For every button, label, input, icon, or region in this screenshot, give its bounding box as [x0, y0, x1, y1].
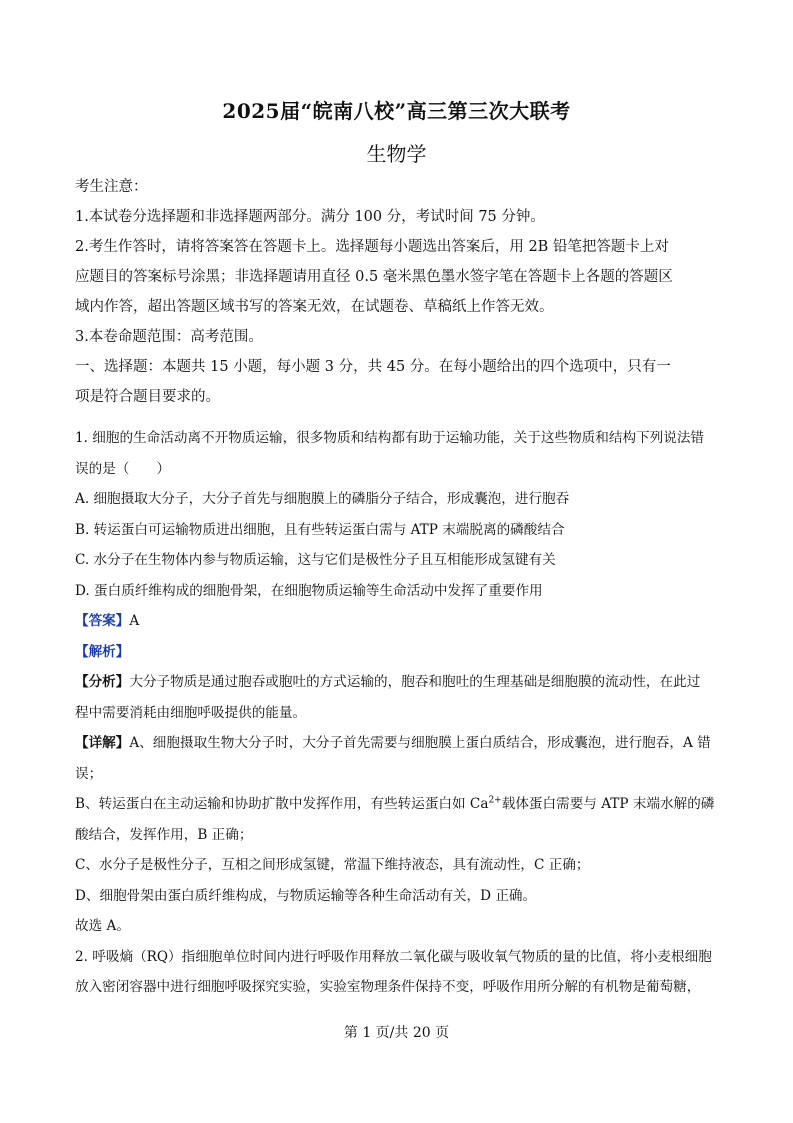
notice-section: [75, 172, 725, 412]
question-1-stem-line-1: 1. 细胞的生命活动离不开物质运输，很多物质和结构都有助于运输功能，关于这些物质和结构下列说法错: [75, 430, 705, 446]
notice-item-2-line-1: 2.考生作答时，请将答案答在答题卡上。选择题每小题选出答案后，用 2B 铅笔把答题卡上对: [75, 239, 669, 255]
subject-title: 生物学: [366, 142, 427, 166]
xiangjie-line-b-1: [75, 789, 725, 820]
question-2-stem-line-2: 放入密闭容器中进行细胞呼吸探究实验，实验室物理条件保持不变，呼吸作用所分解的有机物是葡萄糖，: [75, 979, 701, 995]
page-number: 第 1 页/共 20 页: [343, 1025, 450, 1041]
xiangjie-tag: 【详解】: [75, 735, 130, 751]
fenxi-line-2: 程中需要消耗由细胞呼吸提供的能量。: [75, 704, 307, 721]
xiangjie-line-b-2: 酸结合，发挥作用，B 正确；: [75, 826, 253, 843]
notice-heading: 考生注意：: [75, 179, 148, 195]
notice-item-2-line-3: 域内作答，超出答题区域书写的答案无效，在试题卷、草稿纸上作答无效。: [75, 299, 554, 315]
question-1: [75, 423, 725, 1003]
fenxi-tag: 【分析】: [75, 674, 130, 690]
fenxi-line-1: [75, 667, 725, 698]
xiangjie-b-post: 载体蛋白需要与 ATP 末端水解的磷: [501, 796, 715, 812]
xiangjie-line-a-1: [75, 728, 725, 759]
xiangjie-line-d: D、细胞骨架由蛋白质纤维构成，与物质运输等各种生命活动有关，D 正确。: [75, 887, 537, 904]
conclusion: 故选 A。: [75, 918, 130, 934]
xiangjie-a-text-1: A、细胞摄取生物大分子时，大分子首先需要与细胞膜上蛋白质结合，形成囊泡，进行胞吞，A 错: [129, 735, 711, 751]
section-intro-line-2: 项是符合题目要求的。: [75, 389, 220, 405]
answer-value: A: [129, 613, 140, 629]
notice-item-3: 3.本卷命题范围：高考范围。: [75, 329, 263, 345]
notice-item-2-line-2: 应题目的答案标号涂黑；非选择题请用直径 0.5 毫米黑色墨水签字笔在答题卡上各题的答题区: [75, 269, 673, 285]
answer-tag: 【答案】: [75, 613, 130, 629]
analysis-tag: 【解析】: [75, 643, 130, 660]
option-b: B. 转运蛋白可运输物质进出细胞，且有些转运蛋白需与 ATP 末端脱离的磷酸结合: [75, 521, 565, 538]
xiangjie-b-pre: B、转运蛋白在主动运输和协助扩散中发挥作用，有些转运蛋白如 Ca: [75, 796, 489, 812]
xiangjie-line-c: C、水分子是极性分子，互相之间形成氢键，常温下维持液态，具有流动性，C 正确；: [75, 857, 590, 873]
notice-item-1: 1.本试卷分选择题和非选择题两部分。满分 100 分，考试时间 75 分钟。: [75, 209, 545, 225]
option-c: C. 水分子在生物体内参与物质运输，这与它们是极性分子且互相能形成氢键有关: [75, 552, 556, 568]
option-a: A. 细胞摄取大分子，大分子首先与细胞膜上的磷脂分子结合，形成囊泡，进行胞吞: [75, 491, 570, 507]
question-1-stem-line-2: 误的是（ ）: [75, 460, 171, 477]
option-d: D. 蛋白质纤维构成的细胞骨架，在细胞物质运输等生命活动中发挥了重要作用: [75, 582, 543, 599]
fenxi-text-1: 大分子物质是通过胞吞或胞吐的方式运输的，胞吞和胞吐的生理基础是细胞膜的流动性，在此过: [129, 674, 701, 690]
page-title: 2025届“皖南八校”高三第三次大联考: [222, 99, 571, 123]
xiangjie-line-a-2: 误；: [75, 765, 103, 782]
section-intro-line-1: 一、选择题：本题共 15 小题，每小题 3 分，共 45 分。在每小题给出的四个选项中，只有一: [75, 359, 671, 375]
answer-line: [75, 606, 725, 637]
calcium-charge: 2+: [488, 795, 502, 806]
question-2-stem-line-1: 2. 呼吸熵（RQ）指细胞单位时间内进行呼吸作用释放二氧化碳与吸收氧气物质的量的比值，将小麦根细胞: [75, 948, 712, 965]
